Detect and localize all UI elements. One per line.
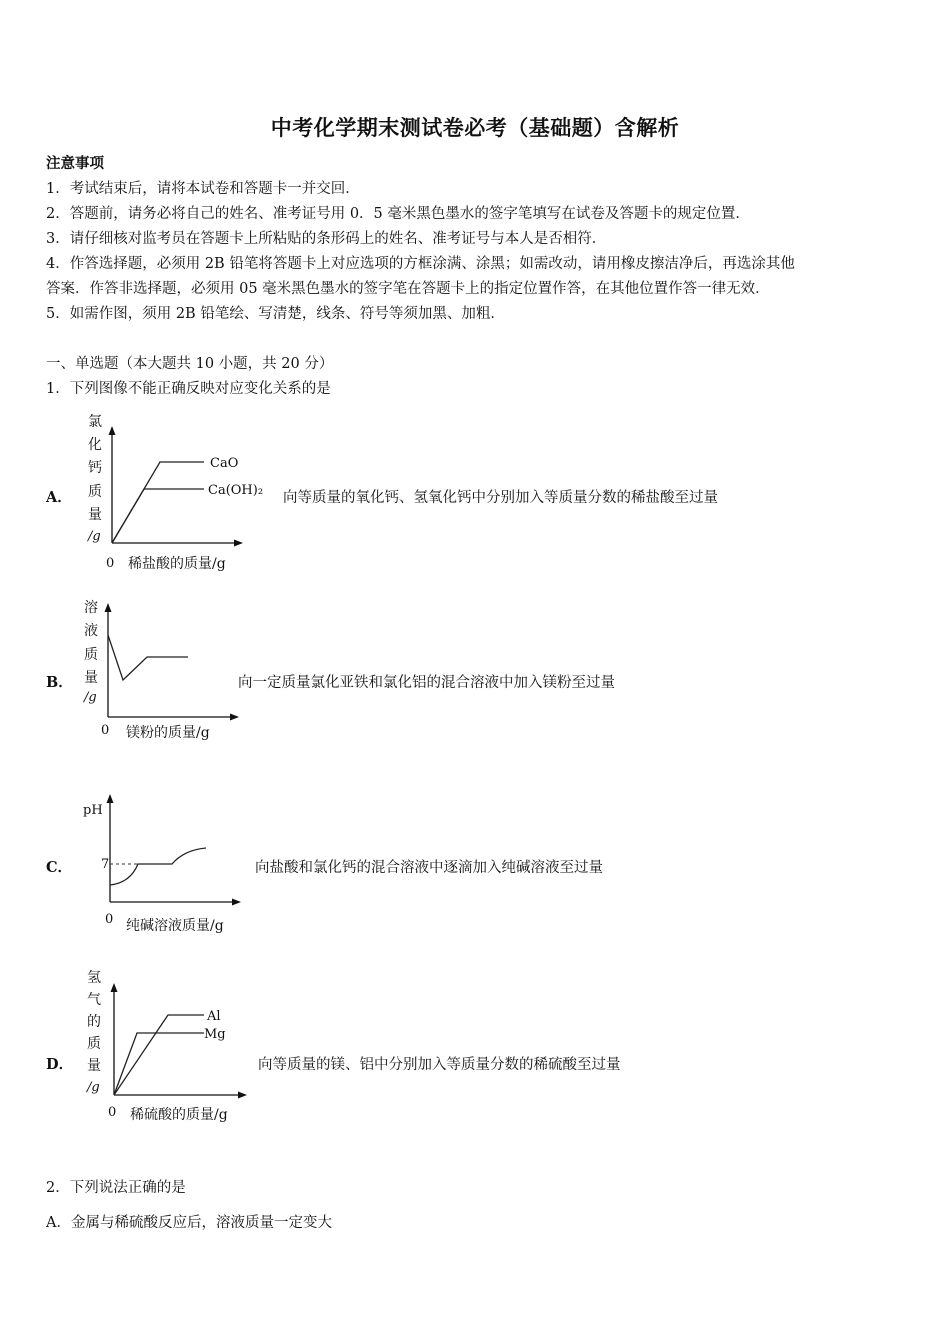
line-ph — [110, 848, 206, 885]
notice-item: 4．作答选择题，必须用 2B 铅笔将答题卡上对应选项的方框涂满、涂黑；如需改动，请用橡皮擦洁净后，再选涂其他 — [46, 256, 795, 272]
y-label-char: 量 — [87, 1058, 101, 1074]
y-tick-label: 7 — [101, 857, 110, 872]
x-axis-label: 稀盐酸的质量/g — [128, 556, 226, 572]
option-a-graph — [80, 410, 270, 575]
x-axis-arrow — [230, 714, 239, 721]
question-2-option-a: A．金属与稀硫酸反应后，溶液质量一定变大 — [46, 1215, 332, 1231]
option-d-text: 向等质量的镁、铝中分别加入等质量分数的稀硫酸至过量 — [258, 1057, 621, 1073]
option-b-text: 向一定质量氯化亚铁和氯化铝的混合溶液中加入镁粉至过量 — [238, 675, 615, 691]
x-axis-label: 镁粉的质量/g — [126, 725, 210, 741]
option-a-letter: A． — [46, 489, 72, 506]
y-label-char: 的 — [87, 1014, 101, 1030]
y-label-char: 化 — [88, 437, 102, 453]
y-label-char: /g — [87, 1080, 100, 1095]
y-label-char: 溶 — [84, 600, 98, 616]
y-label-char: 量 — [84, 670, 98, 686]
series-label-al: Al — [207, 1009, 221, 1024]
y-axis-arrow — [107, 794, 114, 803]
y-label-char: 氯 — [88, 414, 102, 430]
x-axis-arrow — [234, 540, 243, 547]
notice-item: 5．如需作图，须用 2B 铅笔绘、写清楚，线条、符号等须加黑、加粗． — [46, 306, 505, 322]
y-label-char: 气 — [87, 992, 101, 1008]
origin-label: 0 — [105, 912, 114, 927]
option-a-text: 向等质量的氧化钙、氢氧化钙中分别加入等质量分数的稀盐酸至过量 — [283, 490, 718, 506]
y-label-char: 氢 — [87, 970, 101, 986]
question-1-stem: 1．下列图像不能正确反映对应变化关系的是 — [46, 381, 331, 397]
notice-item: 1．考试结束后，请将本试卷和答题卡一并交回． — [46, 181, 360, 197]
line-mg — [114, 1033, 204, 1095]
question-2-stem: 2．下列说法正确的是 — [46, 1180, 186, 1196]
option-c-letter: C． — [46, 859, 73, 876]
x-axis-label: 纯碱溶液质量/g — [126, 918, 224, 934]
y-label-char: 液 — [84, 623, 98, 639]
y-label-char: /g — [84, 690, 97, 705]
y-label-char: 质 — [84, 647, 98, 663]
line-al — [114, 1015, 204, 1095]
y-label-char: 量 — [88, 507, 102, 523]
y-label-char: 质 — [87, 1036, 101, 1052]
x-axis-arrow — [232, 899, 241, 906]
notice-item: 答案．作答非选择题，必须用 05 毫米黑色墨水的签字笔在答题卡上的指定位置作答，在其他位置作答一律无效． — [46, 281, 770, 297]
y-axis-arrow — [105, 603, 112, 612]
x-axis-label: 稀硫酸的质量/g — [130, 1107, 228, 1123]
y-label-char: 质 — [88, 484, 102, 500]
option-d-graph — [80, 965, 270, 1130]
y-axis-label: pH — [83, 803, 103, 818]
line-caoh2 — [112, 489, 204, 543]
notice-heading: 注意事项 — [46, 155, 104, 172]
series-label-mg: Mg — [204, 1027, 226, 1042]
series-label-cao: CaO — [210, 456, 239, 471]
notice-item: 3．请仔细核对监考员在答题卡上所粘贴的条形码上的姓名、准考证号与本人是否相符． — [46, 231, 607, 247]
y-label-char: /g — [88, 529, 101, 544]
x-axis-arrow — [238, 1092, 247, 1099]
line-cao — [112, 462, 204, 543]
option-c-graph — [80, 790, 270, 940]
y-axis-arrow — [111, 983, 118, 992]
origin-label: 0 — [108, 1105, 117, 1120]
page-title: 中考化学期末测试卷必考（基础题）含解析 — [270, 116, 680, 140]
section-heading: 一、单选题（本大题共 10 小题，共 20 分） — [46, 356, 334, 372]
y-axis-arrow — [109, 426, 116, 435]
notice-item: 2．答题前，请务必将自己的姓名、准考证号用 0．5 毫米黑色墨水的签字笔填写在试卷及答题卡的规定位置． — [46, 206, 750, 222]
series-label-caoh2: Ca(OH)₂ — [208, 483, 264, 498]
y-label-char: 钙 — [88, 460, 102, 476]
line-solution-mass — [108, 635, 188, 680]
option-b-letter: B． — [46, 674, 73, 691]
option-d-letter: D． — [46, 1056, 74, 1073]
origin-label: 0 — [106, 556, 115, 571]
origin-label: 0 — [101, 723, 110, 738]
option-c-text: 向盐酸和氯化钙的混合溶液中逐滴加入纯碱溶液至过量 — [255, 860, 603, 876]
